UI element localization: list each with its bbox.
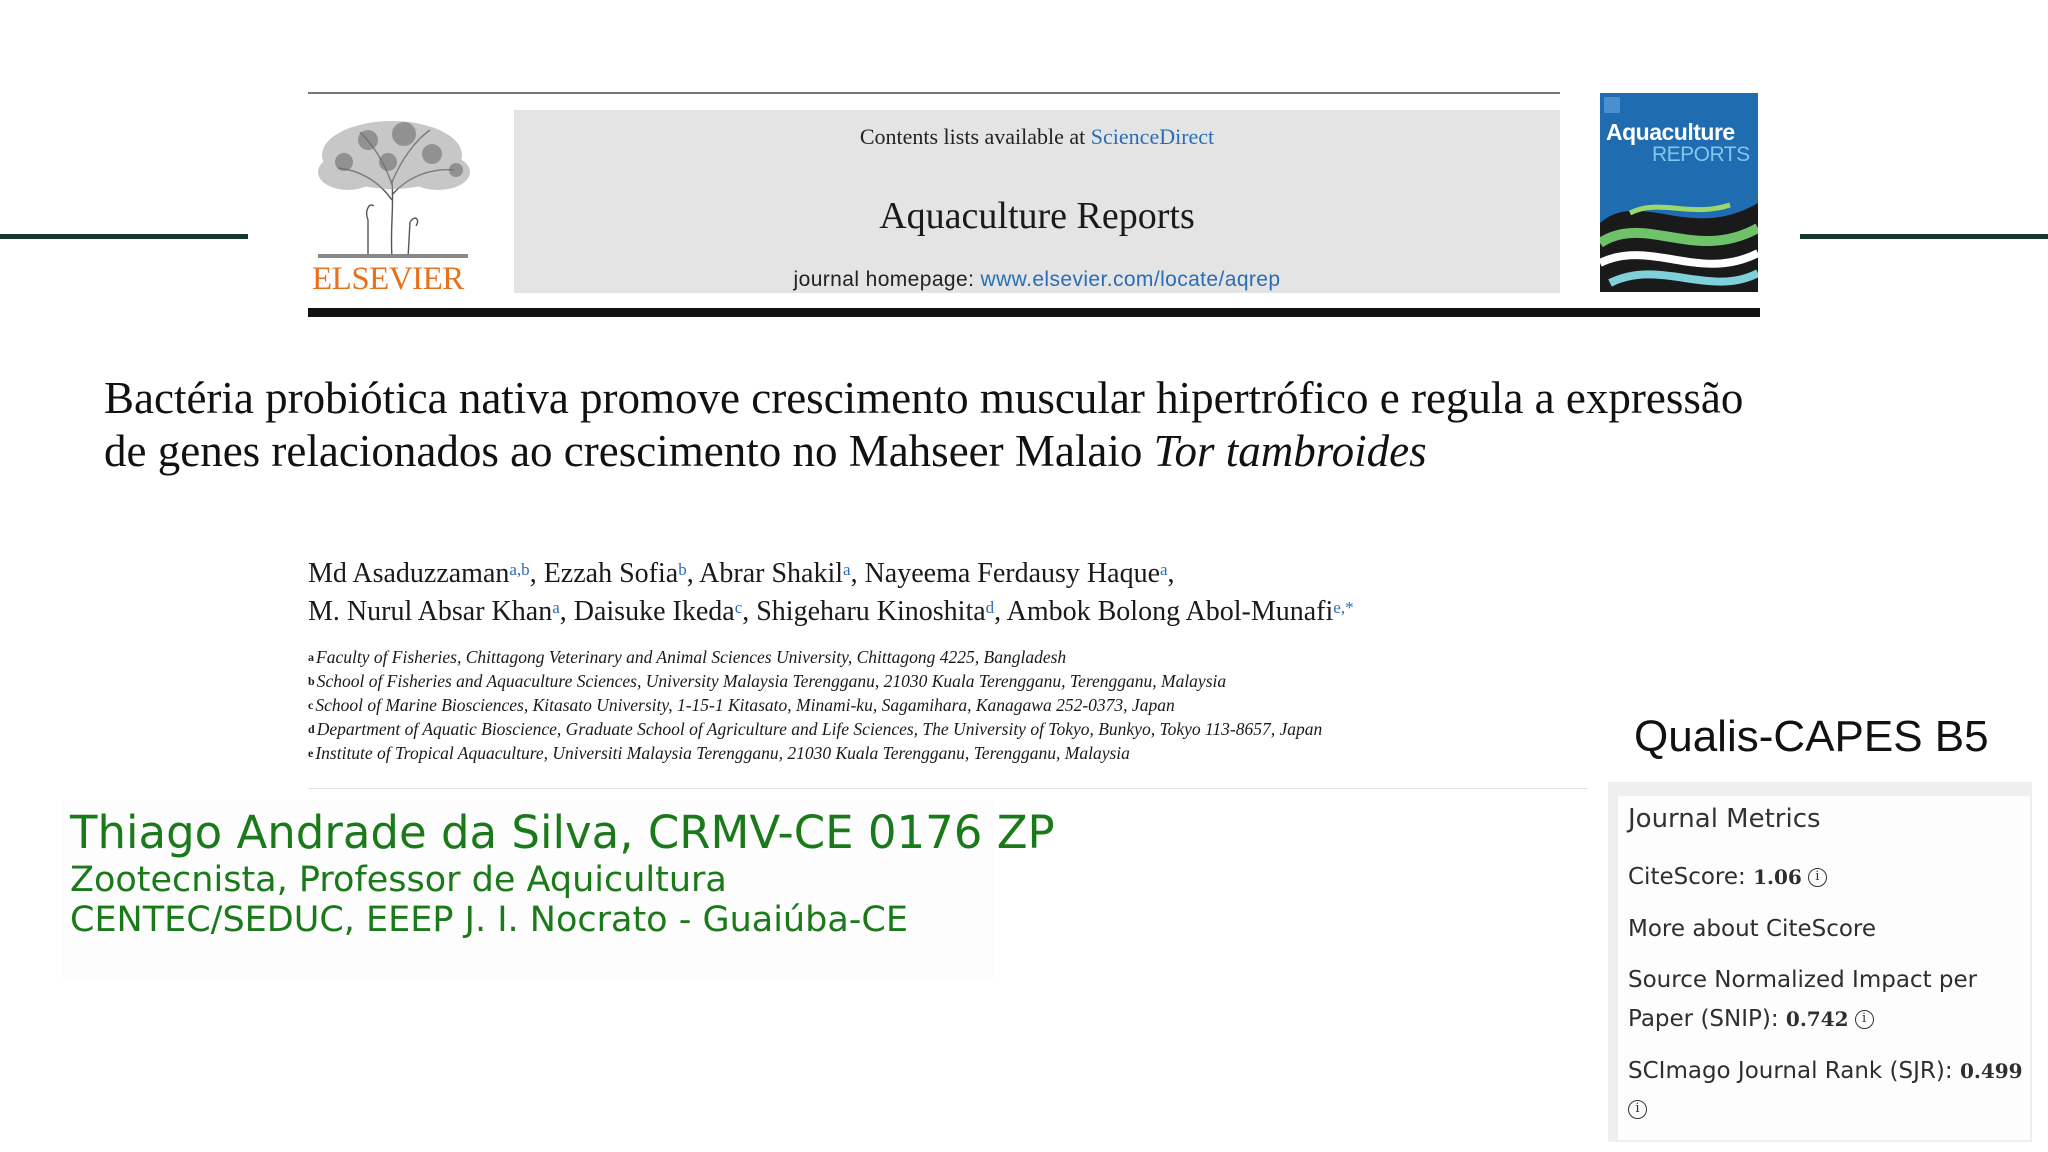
metrics-title: Journal Metrics bbox=[1628, 804, 1821, 834]
info-icon[interactable]: i bbox=[1808, 868, 1827, 887]
sjr-info-row bbox=[1628, 1096, 1647, 1122]
author-list bbox=[308, 555, 1354, 631]
header-top-rule bbox=[308, 92, 1560, 94]
author-affiliation-mark[interactable]: a bbox=[1160, 560, 1168, 579]
paper-title-line-1: Bactéria probiótica nativa promove crescimento muscular hipertrófico e regula a expressão bbox=[104, 373, 1744, 423]
affiliation-text: Institute of Tropical Aquaculture, Universiti Malaysia Terengganu, 21030 Kuala Terengganu, Terengganu, Malaysia bbox=[315, 743, 1130, 763]
info-icon[interactable]: i bbox=[1628, 1100, 1647, 1119]
affiliation-text: Department of Aquatic Bioscience, Graduate School of Agriculture and Life Sciences, The University of Tokyo, Bunkyo, Tokyo 113-8657, Japan bbox=[316, 719, 1323, 739]
sjr-row bbox=[1628, 1058, 2023, 1084]
author-affiliation-mark[interactable]: a bbox=[843, 560, 851, 579]
journal-banner bbox=[514, 110, 1560, 293]
citescore-value: 1.06 bbox=[1753, 865, 1802, 889]
author-name: Nayeema Ferdausy Haque bbox=[864, 558, 1160, 589]
decorative-line-right bbox=[1800, 234, 2048, 239]
sjr-label: SCImago Journal Rank (SJR): bbox=[1628, 1058, 1960, 1084]
affiliation-text: Faculty of Fisheries, Chittagong Veterinary and Animal Sciences University, Chittagong 4225, Bangladesh bbox=[316, 647, 1067, 667]
affiliation-item bbox=[308, 717, 1322, 741]
affiliation-item bbox=[308, 741, 1322, 765]
author-line-1: Md Asaduzzaman$^{a,b}$, Ezzah Sofia$^b$, Abrar Shakil$^a$, Nayeema Ferdausy Haque$^a$, bbox=[308, 558, 1175, 589]
author-affiliation-mark[interactable]: b bbox=[678, 560, 687, 579]
paper-title bbox=[104, 372, 1794, 478]
journal-title: Aquaculture Reports bbox=[879, 195, 1195, 237]
cover-subtitle: REPORTS bbox=[1652, 143, 1750, 166]
affiliation-text: School of Fisheries and Aquaculture Sciences, University Malaysia Terengganu, 21030 Kuala Terengganu, Terengganu, Malaysia bbox=[316, 671, 1227, 691]
info-icon[interactable]: i bbox=[1855, 1010, 1874, 1029]
cover-title: Aquaculture bbox=[1606, 119, 1735, 145]
affiliation-mark: b bbox=[308, 674, 315, 688]
author-affiliation-mark[interactable]: a,b bbox=[509, 560, 530, 579]
journal-header bbox=[308, 92, 1760, 318]
author-name: Daisuke Ikeda bbox=[573, 596, 735, 627]
affiliation-mark: d bbox=[308, 722, 315, 736]
affiliation-item bbox=[308, 669, 1322, 693]
author-affiliation-mark[interactable]: c bbox=[734, 598, 743, 617]
affiliation-mark: e bbox=[308, 746, 314, 760]
affiliation-list bbox=[308, 645, 1322, 765]
snip-label: Paper (SNIP): bbox=[1628, 1006, 1786, 1032]
citescore-label: CiteScore: bbox=[1628, 864, 1754, 890]
homepage-prefix: journal homepage: bbox=[793, 268, 981, 291]
snip-label-line-1: Source Normalized Impact per bbox=[1628, 967, 1978, 993]
author-name: M. Nurul Absar Khan bbox=[308, 596, 553, 627]
author-name: Ambok Bolong Abol-Munafi bbox=[1006, 596, 1334, 627]
elsevier-tree-icon bbox=[308, 110, 476, 260]
homepage-link[interactable]: www.elsevier.com/locate/aqrep bbox=[980, 268, 1281, 291]
author-affiliation-mark[interactable]: d bbox=[985, 598, 995, 617]
journal-homepage bbox=[514, 268, 1560, 292]
sciencedirect-link[interactable]: ScienceDirect bbox=[1090, 124, 1215, 149]
more-citescore-link[interactable]: More about CiteScore bbox=[1628, 916, 1877, 942]
author-name: Shigeharu Kinoshita bbox=[756, 596, 986, 627]
presenter-organization: CENTEC/SEDUC, EEEP J. I. Nocrato - Guaiúba-CE bbox=[70, 900, 908, 940]
author-name: Md Asaduzzaman bbox=[308, 558, 510, 589]
presenter-block bbox=[62, 800, 1055, 980]
author-line-2: M. Nurul Absar Khan$^a$, Daisuke Ikeda$^c$, Shigeharu Kinoshita$^d$, Ambok Bolong Abol-Munafi$^{e,*}$ bbox=[308, 596, 1354, 627]
snip-value: 0.742 bbox=[1785, 1007, 1849, 1031]
decorative-line-left bbox=[0, 234, 248, 239]
affiliation-mark: a bbox=[308, 650, 314, 664]
journal-metrics-panel bbox=[1608, 782, 2032, 1142]
citescore-row bbox=[1628, 864, 1827, 890]
paper-title-line-2-text: de genes relacionados ao crescimento no Mahseer Malaio bbox=[104, 426, 1154, 476]
affiliation-item bbox=[308, 645, 1322, 669]
contents-prefix: Contents lists available at bbox=[859, 124, 1091, 149]
presenter-role: Zootecnista, Professor de Aquicultura bbox=[70, 860, 727, 900]
elsevier-wordmark: ELSEVIER bbox=[312, 261, 464, 297]
paper-title-line-2 bbox=[104, 425, 1794, 478]
affiliation-mark: c bbox=[308, 698, 314, 712]
snip-row bbox=[1628, 1006, 1874, 1032]
species-name: Tor tambroides bbox=[1153, 426, 1427, 476]
journal-cover bbox=[1600, 93, 1758, 292]
affiliation-divider bbox=[308, 788, 1588, 789]
presenter-name: Thiago Andrade da Silva, CRMV-CE 0176 ZP bbox=[70, 806, 1055, 859]
contents-availability bbox=[514, 124, 1560, 150]
elsevier-logo bbox=[308, 110, 476, 298]
header-bottom-rule bbox=[308, 308, 1760, 317]
affiliation-text: School of Marine Biosciences, Kitasato University, 1-15-1 Kitasato, Minami-ku, Sagamihara, Kanagawa 252-0373, Japan bbox=[315, 695, 1175, 715]
author-name: Ezzah Sofia bbox=[543, 558, 679, 589]
author-affiliation-mark[interactable]: e,* bbox=[1333, 598, 1354, 617]
author-name: Abrar Shakil bbox=[699, 558, 844, 589]
qualis-rating: Qualis-CAPES B5 bbox=[1634, 712, 1989, 761]
affiliation-item bbox=[308, 693, 1322, 717]
author-affiliation-mark[interactable]: a bbox=[552, 598, 560, 617]
sjr-value: 0.499 bbox=[1959, 1059, 2023, 1083]
